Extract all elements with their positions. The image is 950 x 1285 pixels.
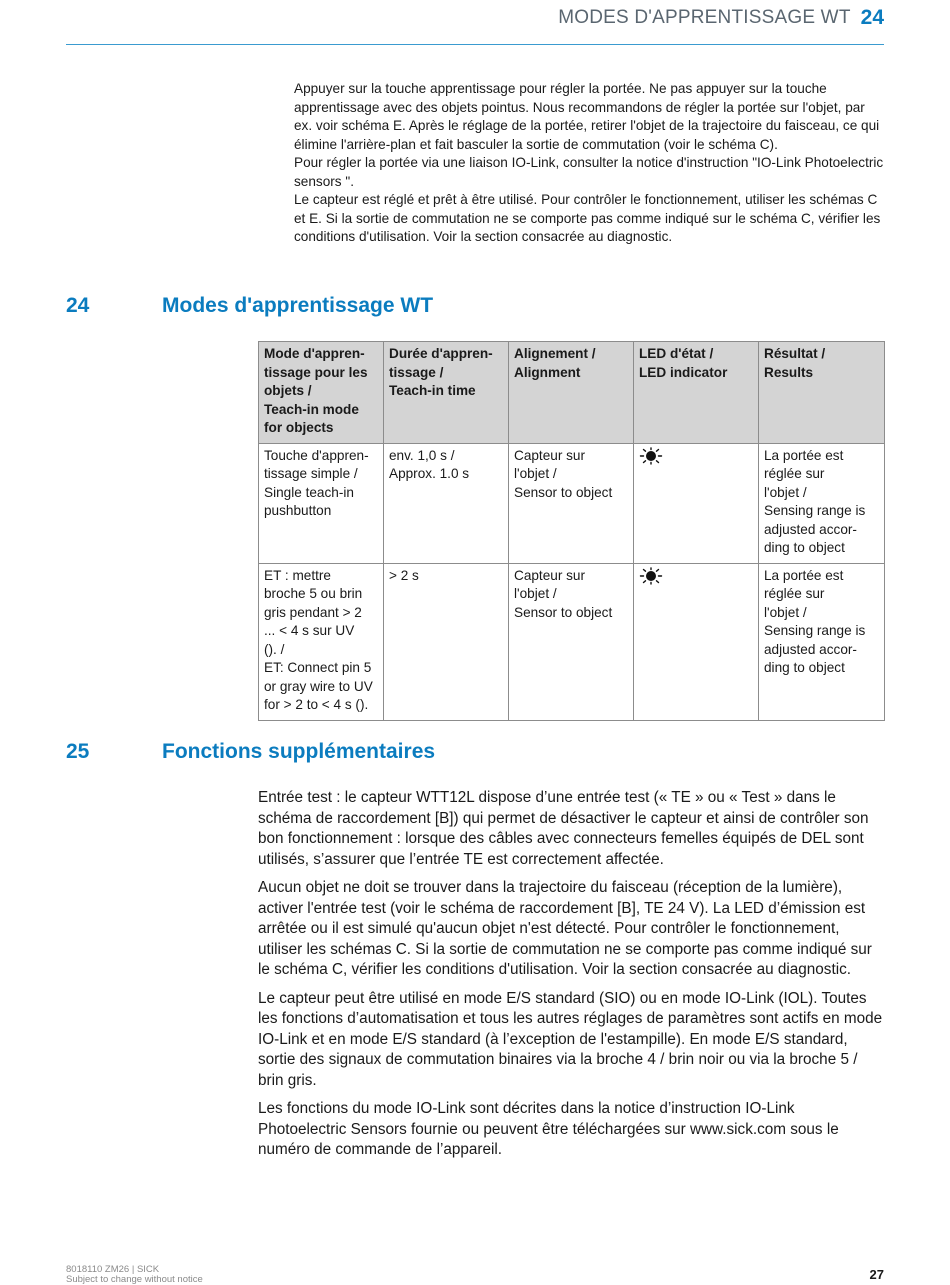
cell-alignment: Capteur sur l'objet / Sensor to object: [509, 443, 634, 563]
footer-notice: Subject to change without notice: [66, 1274, 203, 1285]
header-section-number: 24: [860, 6, 884, 29]
table-header-row: [259, 342, 885, 444]
header-title: MODES D'APPRENTISSAGE WT: [558, 7, 851, 28]
body-paragraph: Le capteur peut être utilisé en mode E/S standard (SIO) ou en mode IO-Link (IOL). Toutes les fonctions d’automatisation et tous les autres réglages de paramètres sont actifs en mode IO-Link et en mode E/S standard (à l’exception de l'estampille). En mode E/S standard, sortie des signaux de commutation binaires via la broche 4 / brin noir ou via la broche 5 / brin gris.: [258, 989, 883, 1089]
cell-led: [634, 443, 759, 563]
body-paragraph: Aucun objet ne doit se trouver dans la trajectoire du faisceau (réception de la lumière), activer l'entrée test (voir le schéma de raccordement [B], TE 24 V). La LED d’émission est arrêtée ou il est simulé qu'aucun objet n'est détecté. Pour contrôler le fonctionnement, utiliser les schémas C. Si la sortie de commutation ne se comporte pas comme indiqué sur le schéma C, vérifier les conditions d'utilisation. Voir la section consacrée au diagnostic.: [258, 879, 872, 978]
header-alignment: Alignement / Alignment: [509, 342, 634, 444]
cell-time: > 2 s: [384, 563, 509, 720]
body-paragraph: Entrée test : le capteur WTT12L dispose d’une entrée test (« TE » ou « Test » dans le schéma de raccordement [B]) qui permet de désactiver le capteur et ainsi de contrôler son bon fonctionnement : lorsque des câbles avec connecteurs femelles équipés de DEL sont utilisés, s’assurer que l’entrée TE est correctement affectée.: [258, 789, 869, 868]
led-on-icon: [639, 447, 663, 465]
section-24-number: 24: [66, 294, 90, 317]
section-25-number: 25: [66, 740, 90, 763]
cell-mode: Touche d'appren- tissage simple / Single teach-in pushbutton: [259, 443, 384, 563]
table-row: [259, 563, 885, 720]
section-25-body: [258, 788, 884, 1169]
section-24-title: Modes d'apprentissage WT: [162, 294, 434, 317]
intro-text: [294, 80, 884, 247]
section-25-title: Fonctions supplémentaires: [162, 740, 436, 763]
header-time: Durée d'appren- tissage / Teach-in time: [384, 342, 509, 444]
cell-mode: ET : mettre broche 5 ou brin gris pendant > 2 ... < 4 s sur UV (). / ET: Connect pin 5 or gray wire to UV for > 2 to < 4 s ().: [259, 563, 384, 720]
page-header: [66, 6, 884, 45]
page-number: 27: [869, 1267, 884, 1282]
cell-led: [634, 563, 759, 720]
header-result: Résultat / Results: [759, 342, 885, 444]
cell-result: La portée est réglée sur l'objet / Sensing range is adjusted accor- ding to object: [759, 443, 885, 563]
intro-paragraph: Le capteur est réglé et prêt à être utilisé. Pour contrôler le fonctionnement, utiliser les schémas C et E. Si la sortie de commutation ne se comporte pas comme indiqué sur le schéma C, vérifier les conditions d'utilisation. Voir la section consacrée au diagnostic.: [294, 192, 881, 244]
intro-paragraph: Pour régler la portée via une liaison IO-Link, consulter la notice d'instruction "IO-Link Photoelectric sensors ".: [294, 155, 884, 189]
teach-in-table: [258, 341, 885, 721]
table-row: [259, 443, 885, 563]
led-on-icon: [639, 567, 663, 585]
cell-result: La portée est réglée sur l'objet / Sensing range is adjusted accor- ding to object: [759, 563, 885, 720]
intro-paragraph: Appuyer sur la touche apprentissage pour régler la portée. Ne pas appuyer sur la touche apprentissage avec des objets pointus. Nous recommandons de régler la portée sur l'objet, par ex. voir schéma E. Après le réglage de la portée, retirer l'objet de la trajectoire du faisceau, ce qui élimine l'arrière-plan et fait basculer la sortie de commutation (voir le schéma C).: [294, 81, 880, 152]
footer-doc-id: 8018110 ZM26 | SICK: [66, 1264, 160, 1275]
cell-time: env. 1,0 s / Approx. 1.0 s: [384, 443, 509, 563]
cell-alignment: Capteur sur l'objet / Sensor to object: [509, 563, 634, 720]
footer-info: [66, 1265, 203, 1285]
header-led: LED d'état / LED indicator: [634, 342, 759, 444]
body-paragraph: Les fonctions du mode IO-Link sont décrites dans la notice d’instruction IO-Link Photoelectric Sensors fournie ou peuvent être téléchargées sur www.sick.com sous le numéro de commande de l’appareil.: [258, 1100, 839, 1158]
header-mode: Mode d'appren- tissage pour les objets / Teach-in mode for objects: [259, 342, 384, 444]
